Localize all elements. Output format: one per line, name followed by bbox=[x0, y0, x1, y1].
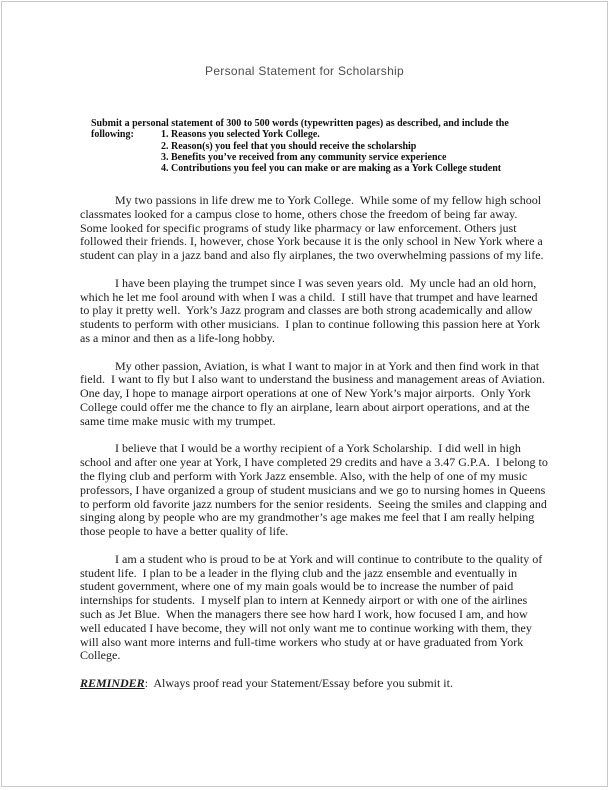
reminder-label: REMINDER bbox=[80, 675, 145, 690]
instructions-following-row bbox=[91, 129, 561, 140]
page-title: Personal Statement for Scholarship bbox=[205, 64, 404, 78]
instruction-item-4: 4. Contributions you feel you can make or are making as a York College student bbox=[161, 163, 502, 175]
document-page bbox=[1, 1, 608, 787]
essay-paragraph-2: I have been playing the trumpet since I was seven years old. My uncle had an old horn, which he let me fool around with when I was a child. I still have that trumpet and have learned to play it pretty well. York’s Jazz program and classes are both strong academically and allow students to perform with other musicians. I plan to continue following this passion here at York as a minor and then as a life-long hobby. bbox=[80, 275, 543, 345]
essay-paragraph-5: I am a student who is proud to be at York and will continue to contribute to the quality of student life. I plan to be a leader in the flying club and the jazz ensemble and eventually in student government, where one of my main goals would be to increase the number of paid internships for students. I myself plan to intern at Kennedy airport or with one of the airlines such as Jet Blue. When the managers there see how hard I work, how focused I am, and how well educated I have become, they will not only want me to continue working with them, they will also want more interns and full-time workers who study at or have graduated from York College. bbox=[80, 551, 546, 663]
instruction-item-3: 3. Benefits you’ve received from any community service experience bbox=[161, 151, 447, 163]
instructions-intro: Submit a personal statement of 300 to 500 words (typewritten pages) as described, and include the bbox=[91, 118, 509, 129]
instructions-block bbox=[91, 118, 561, 174]
instruction-item-1: 1. Reasons you selected York College. bbox=[161, 129, 320, 141]
reminder-line bbox=[80, 677, 548, 691]
essay-paragraph-1: My two passions in life drew me to York College. While some of my fellow high school classmates looked for a campus close to home, others chose the freedom of being far away. Some looked for specific programs of study like pharmacy or law enforcement. Others just followed their friends. I, however, chose York because it is the only school in New York where a student can play in a jazz band and also fly airplanes, the two overwhelming passions of my life. bbox=[80, 193, 546, 263]
essay-paragraph-3: My other passion, Aviation, is what I want to major in at York and then find work in that field. I want to fly but I also want to understand the business and management areas of Aviation. One day, I hope to manage airport operations at one of New York’s major airports. Only York College could offer me the chance to fly an airplane, learn about airport operations, and at the same time make music with my trumpet. bbox=[80, 358, 551, 428]
instructions-following-label: following: bbox=[91, 129, 134, 141]
instruction-item-2: 2. Reason(s) you feel that you should receive the scholarship bbox=[161, 140, 417, 152]
reminder-text: : Always proof read your Statement/Essay before you submit it. bbox=[144, 675, 453, 690]
essay-body bbox=[80, 193, 551, 691]
essay-paragraph-4: I believe that I would be a worthy recipient of a York Scholarship. I did well in high school and after one year at York, I have completed 29 credits and have a 3.47 G.P.A. I belong to the flying club and perform with York Jazz ensemble. Also, with the help of one of my music professors, I have organized a group of student musicians and we go to nursing homes in Queens to perform old favorite jazz numbers for the senior residents. Seeing the smiles and clapping and singing along by people who are my grandmother’s age makes me feel that I am really helping those people to have a better quality of life. bbox=[80, 441, 551, 539]
